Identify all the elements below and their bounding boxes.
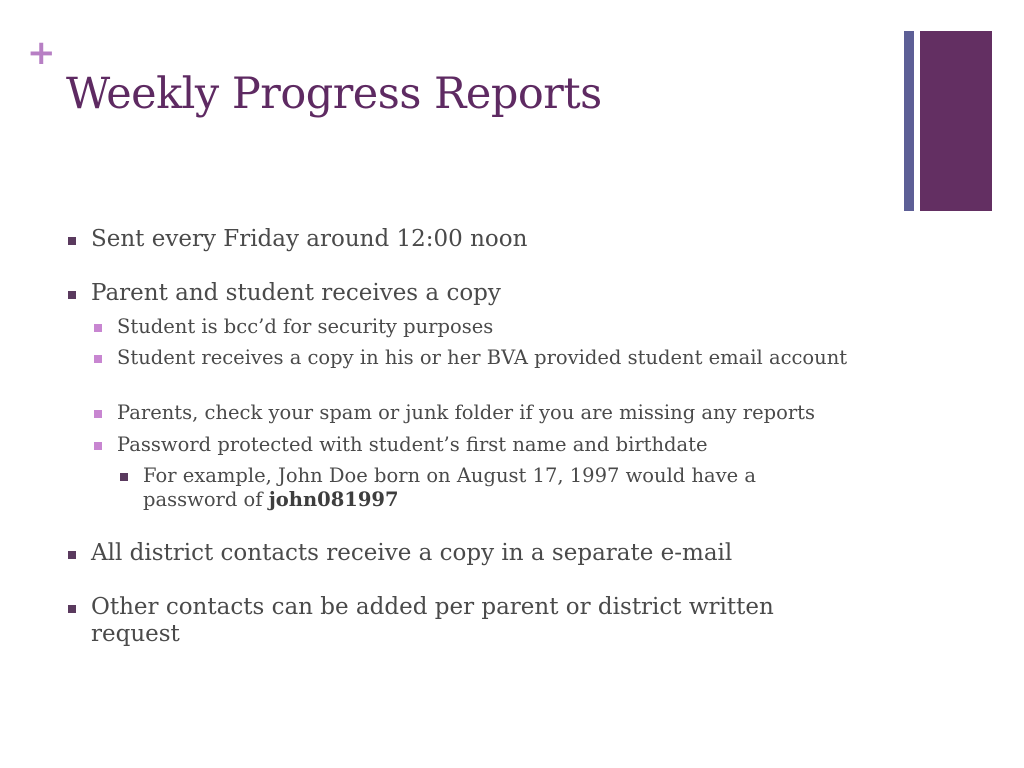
bullet-text: All district contacts receive a copy in a separate e-mail (91, 540, 733, 566)
bullet-text: For example, John Doe born on August 17, 1997 would have a password of (143, 464, 757, 511)
accent-bar-thin (904, 31, 914, 211)
bullet-item (91, 594, 841, 648)
square-bullet-icon (94, 410, 102, 418)
square-bullet-icon (94, 324, 102, 332)
square-bullet-icon (68, 605, 76, 613)
example-password: john081997 (268, 488, 399, 511)
square-bullet-icon (68, 291, 76, 299)
bullet-text: Sent every Friday around 12:00 noon (91, 226, 528, 252)
sub-sub-bullet-item (143, 464, 833, 512)
bullet-item (91, 540, 871, 567)
square-bullet-icon (68, 237, 76, 245)
bullet-text: Student is bcc’d for security purposes (117, 315, 494, 338)
square-bullet-icon (68, 551, 76, 559)
sub-bullet-item (117, 346, 857, 370)
sub-bullet-item (117, 401, 887, 425)
bullet-text: Password protected with student’s first name and birthdate (117, 433, 708, 456)
bullet-text: Other contacts can be added per parent or district written request (91, 594, 774, 647)
bullet-text: Parents, check your spam or junk folder if you are missing any reports (117, 401, 816, 424)
slide-title: Weekly Progress Reports (66, 69, 602, 119)
square-bullet-icon (94, 442, 102, 450)
sub-bullet-item (117, 433, 887, 457)
bullet-text: Student receives a copy in his or her BVA provided student email account (117, 346, 848, 369)
sub-bullet-item (117, 315, 887, 339)
square-bullet-icon (94, 355, 102, 363)
bullet-item (91, 226, 871, 253)
bullet-item (91, 280, 871, 307)
bullet-text: Parent and student receives a copy (91, 280, 501, 306)
plus-icon: + (27, 33, 56, 73)
accent-bar-thick (920, 31, 992, 211)
square-bullet-icon (120, 473, 128, 481)
